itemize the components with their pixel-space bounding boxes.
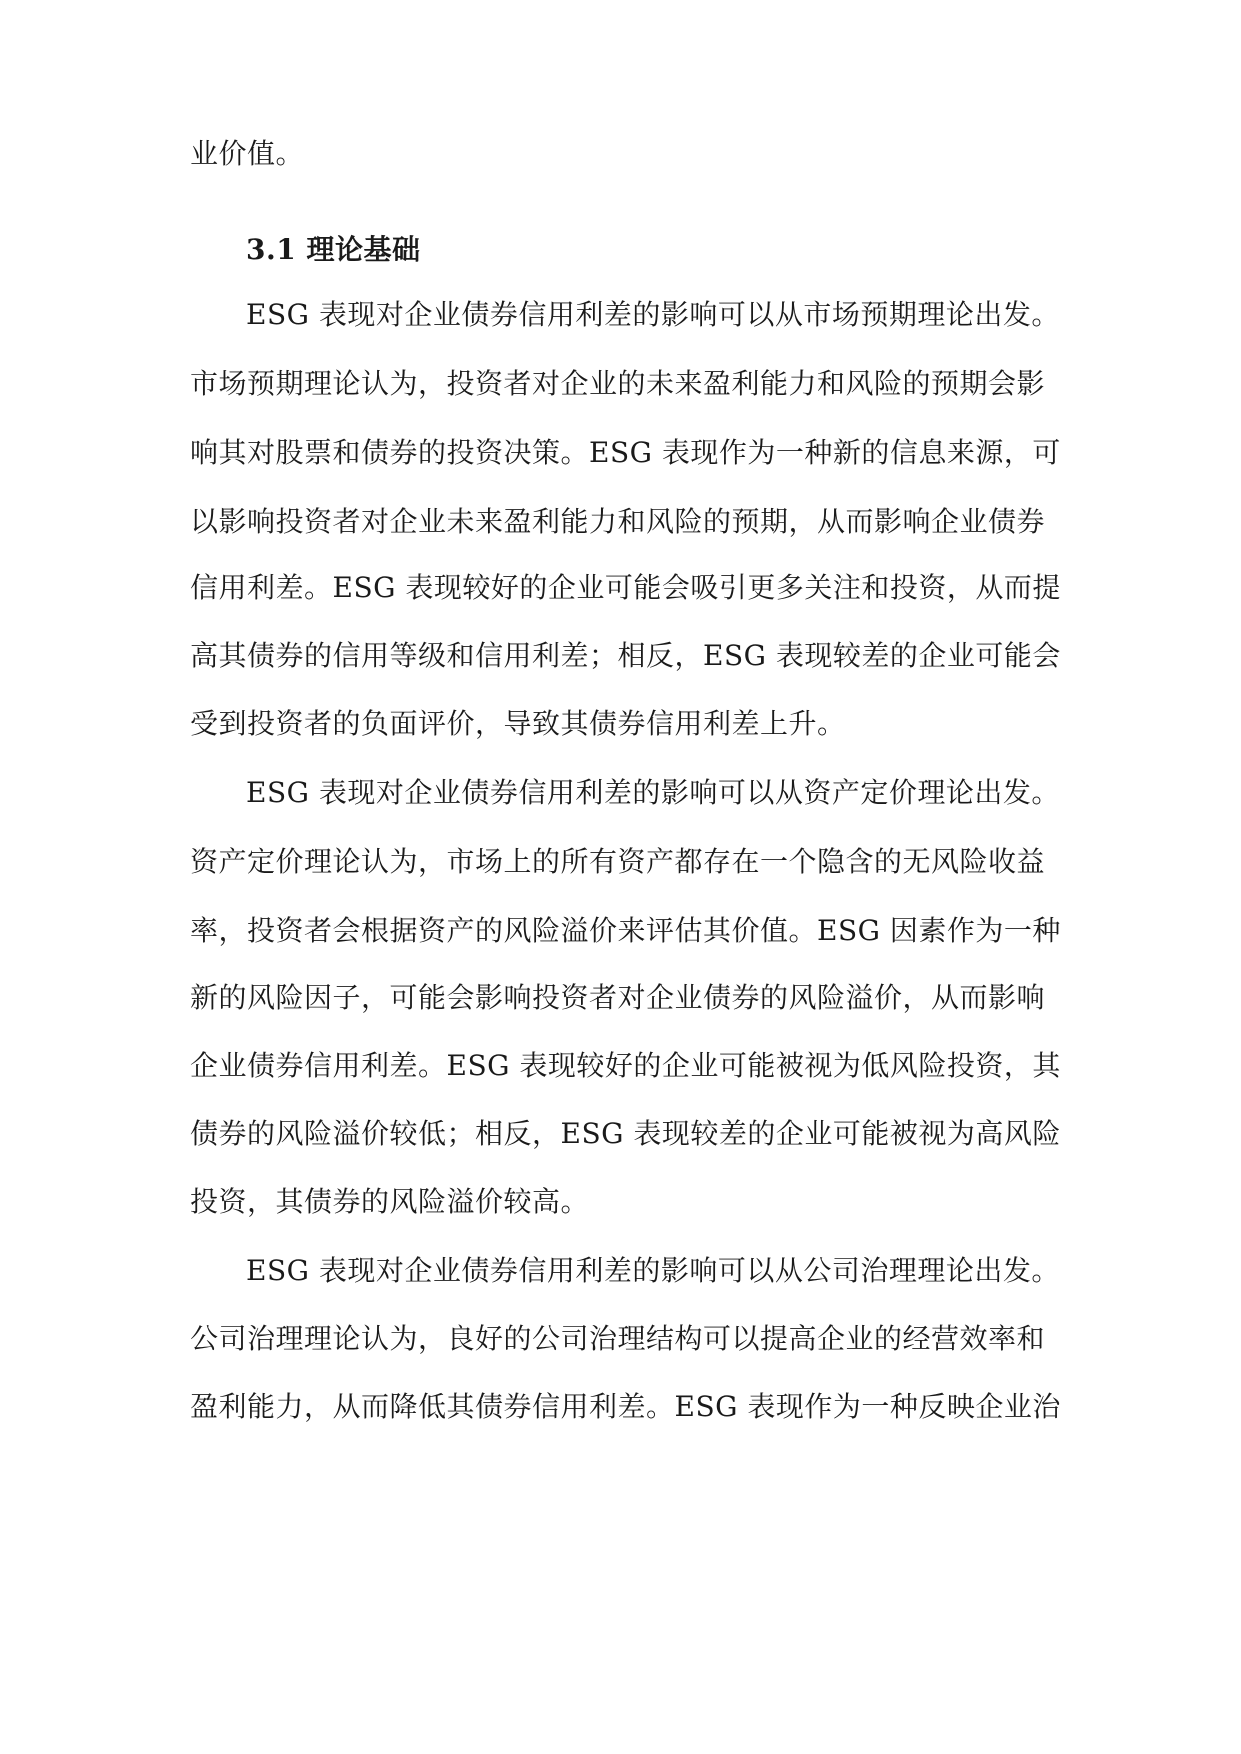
paragraph-1-line-6: 高其债券的信用等级和信用利差；相反，ESG 表现较差的企业可能会 xyxy=(190,639,1061,672)
paragraph-1-line-7: 受到投资者的负面评价，导致其债券信用利差上升。 xyxy=(190,707,846,740)
paragraph-3-line-3: 盈利能力，从而降低其债券信用利差。ESG 表现作为一种反映企业治 xyxy=(190,1390,1061,1423)
text-line-continuation: 业价值。 xyxy=(190,137,305,170)
paragraph-3-line-2: 公司治理理论认为，良好的公司治理结构可以提高企业的经营效率和 xyxy=(190,1322,1046,1355)
paragraph-2-line-3: 率，投资者会根据资产的风险溢价来评估其价值。ESG 因素作为一种 xyxy=(190,914,1061,947)
paragraph-2-line-4: 新的风险因子，可能会影响投资者对企业债券的风险溢价，从而影响 xyxy=(190,981,1046,1014)
paragraph-2-line-6: 债券的风险溢价较低；相反，ESG 表现较差的企业可能被视为高风险 xyxy=(190,1117,1061,1150)
paragraph-1-line-5: 信用利差。ESG 表现较好的企业可能会吸引更多关注和投资，从而提 xyxy=(190,571,1061,604)
paragraph-2-line-1: ESG 表现对企业债券信用利差的影响可以从资产定价理论出发。 xyxy=(246,776,1060,809)
paragraph-1-line-2: 市场预期理论认为，投资者对企业的未来盈利能力和风险的预期会影 xyxy=(190,367,1046,400)
paragraph-1-line-1: ESG 表现对企业债券信用利差的影响可以从市场预期理论出发。 xyxy=(246,298,1060,331)
paragraph-1-line-3: 响其对股票和债券的投资决策。ESG 表现作为一种新的信息来源，可 xyxy=(190,436,1061,469)
paragraph-3-line-1: ESG 表现对企业债券信用利差的影响可以从公司治理理论出发。 xyxy=(246,1254,1060,1287)
paragraph-2-line-5: 企业债券信用利差。ESG 表现较好的企业可能被视为低风险投资，其 xyxy=(190,1049,1061,1082)
section-heading: 3.1 理论基础 xyxy=(246,233,421,266)
paragraph-2-line-7: 投资，其债券的风险溢价较高。 xyxy=(190,1185,590,1218)
paragraph-2-line-2: 资产定价理论认为，市场上的所有资产都存在一个隐含的无风险收益 xyxy=(190,845,1046,878)
paragraph-1-line-4: 以影响投资者对企业未来盈利能力和风险的预期，从而影响企业债券 xyxy=(190,505,1046,538)
